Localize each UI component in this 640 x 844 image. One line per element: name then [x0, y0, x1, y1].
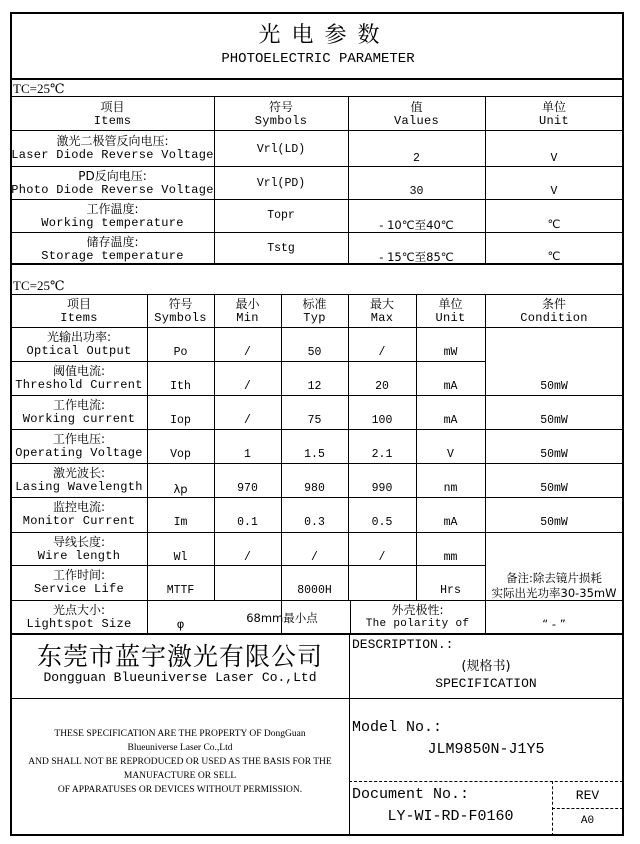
- table1-item: 激光二极管反向电压: Laser Diode Reverse Voltage: [11, 134, 214, 162]
- table2-max: /: [378, 346, 386, 359]
- table2-symbol: λp: [173, 482, 188, 496]
- table2-typ: 980: [304, 482, 325, 495]
- table2-unit: mA: [443, 380, 458, 393]
- table1-item: 储存温度: Storage temperature: [41, 235, 184, 263]
- table2-header-items: 项目 Items: [60, 297, 98, 325]
- polarity-value: “ - ”: [542, 617, 566, 631]
- table2-item: 激光波长: Lasing Wavelength: [15, 466, 143, 494]
- condition-note: 备注:除去镜片损耗 实际出光功率30-35mW: [491, 571, 617, 600]
- table2-item: 工作电流: Working current: [22, 398, 136, 426]
- header-divider: [11, 78, 623, 80]
- table2-unit: V: [447, 448, 454, 461]
- table1-symbol: Tstg: [267, 242, 295, 255]
- company-name-zh: 东莞市蓝宇激光有限公司: [36, 642, 323, 671]
- table2-max: 20: [375, 380, 389, 393]
- table2-header-symbols: 符号 Symbols: [154, 297, 207, 325]
- table1-value: - 15℃至85℃: [379, 250, 454, 264]
- table1-unit: ℃: [547, 217, 561, 231]
- table2-unit: mA: [443, 516, 458, 529]
- rev-value: A0: [580, 815, 595, 827]
- table2-max: 100: [371, 414, 393, 427]
- table2-max: 0.5: [371, 516, 393, 529]
- description-zh: (规格书): [461, 659, 511, 674]
- table1-unit: V: [550, 152, 558, 165]
- table2-typ: 50: [307, 346, 322, 359]
- table1-header-values: 值 Values: [393, 100, 439, 128]
- table2-unit: mm: [443, 551, 458, 564]
- table2-header-max: 最大 Max: [369, 297, 394, 325]
- table1-value: 30: [409, 185, 424, 198]
- company-name-en: Dongguan Blueuniverse Laser Co.,Ltd: [43, 670, 317, 685]
- table2-condition: 50mW: [540, 516, 568, 529]
- table2-symbol: Ith: [170, 380, 191, 393]
- table2-typ: 1.5: [304, 448, 325, 461]
- polarity-label: 外壳极性: The polarity of: [365, 603, 470, 630]
- table1-header-items: 项目 Items: [93, 100, 132, 128]
- table1-header-unit: 单位 Unit: [538, 100, 569, 128]
- page-title-en: PHOTOELECTRIC PARAMETER: [221, 51, 415, 67]
- table2-header-typ: 标准 Typ: [302, 297, 327, 325]
- table2-item: 光输出功率: Optical Output: [26, 330, 132, 358]
- table2-tc: TC=25℃: [13, 278, 65, 293]
- table2-typ: 0.3: [304, 516, 325, 529]
- table2-condition: 50mW: [540, 380, 568, 393]
- table2-unit: Hrs: [440, 584, 461, 597]
- table2-item: 阈值电流: Threshold Current: [15, 364, 143, 392]
- table1-symbol: Topr: [267, 209, 295, 222]
- table2-condition: 50mW: [540, 414, 568, 427]
- lightspot-symbol: φ: [176, 617, 185, 631]
- table2-min: 0.1: [237, 516, 258, 529]
- table1-unit: V: [550, 185, 558, 198]
- table2-min: 1: [244, 448, 251, 461]
- table2-item: 工作电压: Operating Voltage: [15, 432, 143, 460]
- table2-item: 监控电流: Monitor Current: [22, 500, 136, 528]
- document-label: Document No.:: [352, 786, 470, 803]
- page-title-zh: 光 电 参 数: [258, 23, 382, 48]
- table2-condition: 50mW: [540, 448, 568, 461]
- lightspot-item: 光点大小: Lightspot Size: [26, 603, 132, 631]
- table2-max: 990: [371, 482, 393, 495]
- lightspot-value: 68mm最小点: [246, 611, 318, 625]
- table2-symbol: Im: [173, 516, 188, 529]
- table2-unit: mA: [443, 414, 458, 427]
- table2-unit: nm: [443, 482, 458, 495]
- table1-value: - 10℃至40℃: [379, 218, 454, 232]
- table1-item: PD反向电压: Photo Diode Reverse Voltage: [11, 169, 214, 197]
- model-label: Model No.:: [352, 719, 443, 736]
- table2-max: /: [378, 551, 386, 564]
- table2-item: 工作时间: Service Life: [33, 568, 124, 596]
- table2-min: /: [244, 414, 251, 427]
- table2-min: 970: [237, 482, 258, 495]
- description-en: SPECIFICATION: [435, 676, 537, 691]
- table1-item: 工作温度: Working temperature: [41, 202, 184, 230]
- table2-symbol: Vop: [170, 448, 191, 461]
- table1-header-symbols: 符号 Symbols: [254, 100, 308, 128]
- table2-typ: 12: [307, 380, 322, 393]
- table2-header-unit: 单位 Unit: [435, 297, 466, 325]
- table1-symbol: Vrl(LD): [256, 143, 306, 156]
- table2-typ: /: [311, 551, 318, 564]
- table2-header-condition: 条件 Condition: [520, 297, 588, 325]
- rev-label: REV: [575, 788, 600, 803]
- table2-symbol: Po: [173, 346, 188, 359]
- table1-value: 2: [413, 152, 420, 165]
- table1-symbol: Vrl(PD): [256, 177, 306, 190]
- document-number: LY-WI-RD-F0160: [387, 808, 514, 825]
- model-number: JLM9850N-J1Y5: [427, 741, 545, 758]
- table1-tc: TC=25℃: [13, 81, 65, 96]
- property-notice: THESE SPECIFICATION ARE THE PROPERTY OF DongGuan Blueuniverse Laser Co.,Ltd AND SHALL NOT BE REPRODUCED OR USED AS THE BASIS FOR THE MANUFACTURE OR SELL OF APPARATUSES OR DEVICES WITHOUT PERMISSION.: [28, 729, 332, 795]
- table2-symbol: MTTF: [166, 584, 195, 597]
- table2-min: /: [244, 380, 251, 393]
- table2-item: 导线长度: Wire length: [37, 535, 121, 563]
- table2-symbol: Iop: [170, 414, 191, 427]
- table2-typ: 75: [307, 414, 322, 427]
- table2-condition: 50mW: [540, 482, 568, 495]
- description-label: DESCRIPTION.:: [352, 637, 454, 652]
- table2-min: /: [244, 551, 251, 564]
- table2-max: 2.1: [371, 448, 393, 461]
- table2-typ: 8000H: [297, 584, 332, 597]
- table2-unit: mW: [443, 346, 458, 359]
- table1-unit: ℃: [547, 249, 561, 263]
- table2-header-min: 最小 Min: [235, 297, 260, 325]
- table2-min: /: [244, 346, 251, 359]
- table2-symbol: Wl: [173, 551, 188, 564]
